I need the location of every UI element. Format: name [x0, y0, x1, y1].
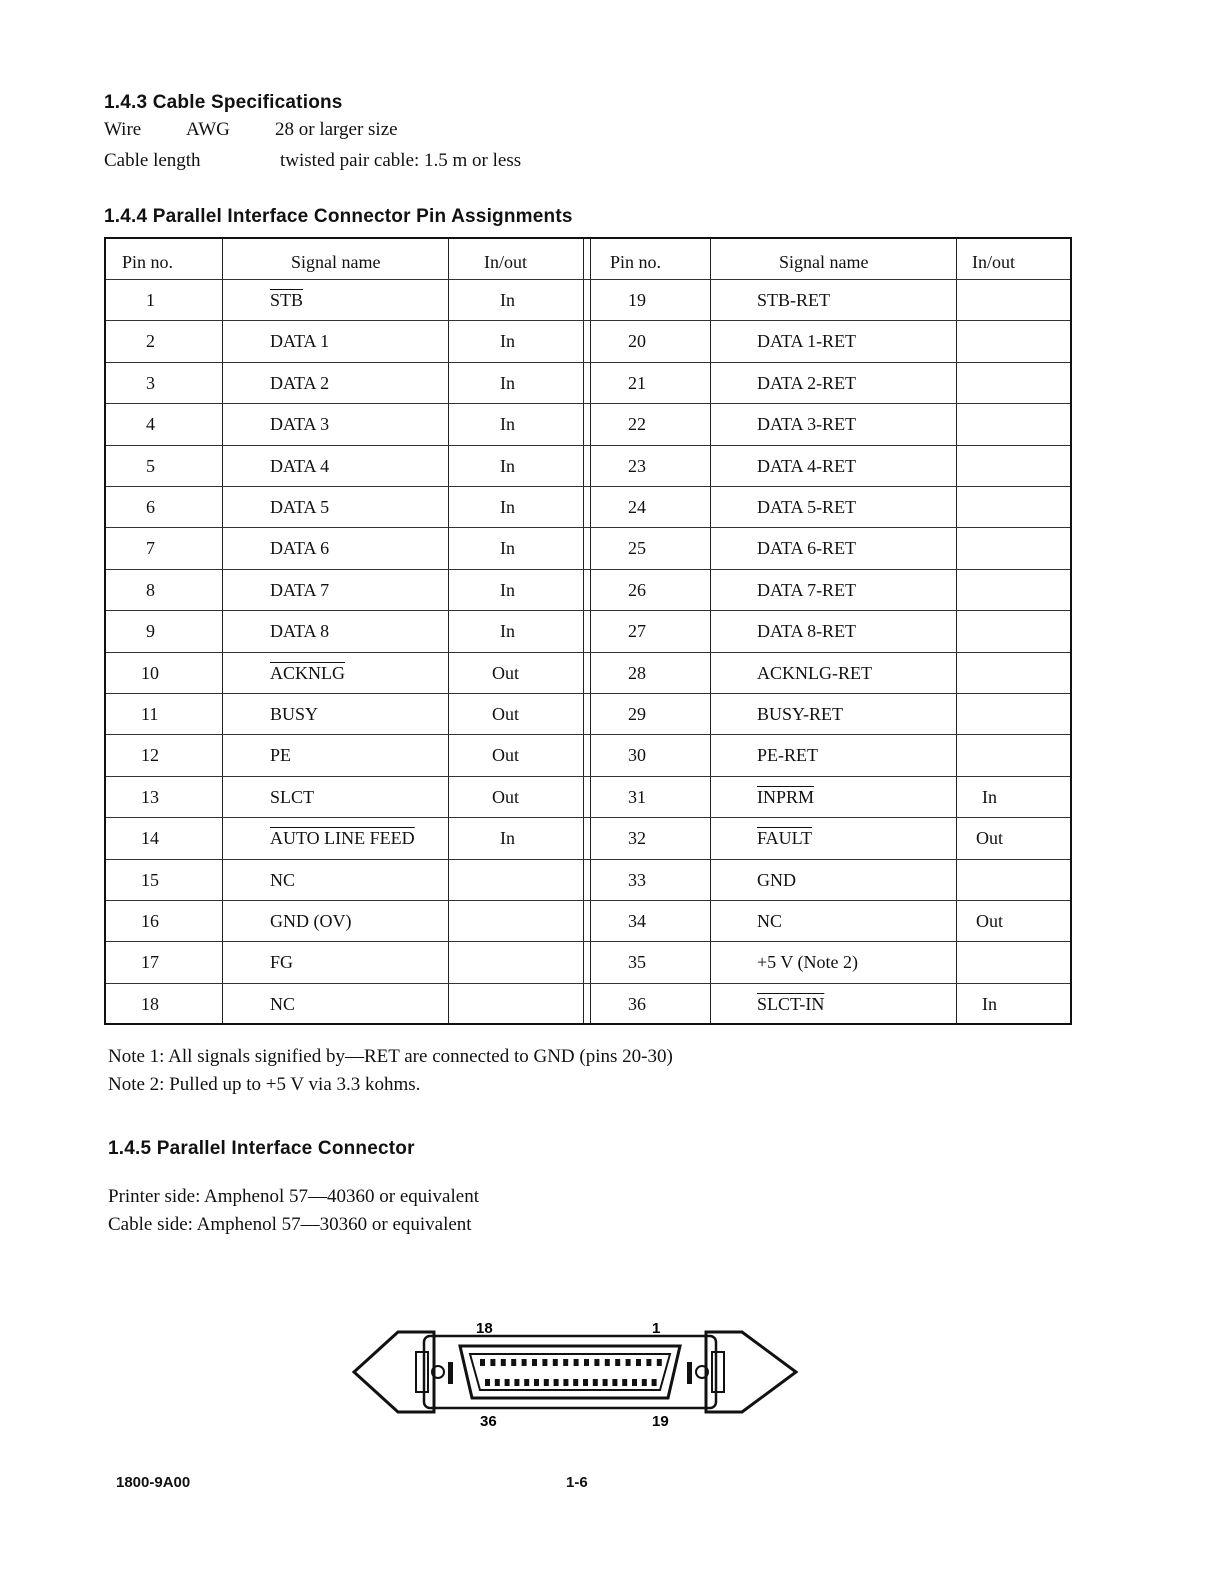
- contact-bottom: [554, 1379, 559, 1386]
- pin-number-right: 23: [628, 455, 646, 476]
- contact-top: [563, 1359, 568, 1366]
- signal-name-right: +5 V (Note 2): [757, 952, 858, 973]
- pin-number-left: 1: [146, 290, 155, 310]
- contact-bottom: [495, 1379, 500, 1386]
- pin-number-left: 8: [146, 579, 155, 600]
- contact-top: [594, 1359, 599, 1366]
- pin-number-right: 26: [628, 579, 646, 600]
- direction-left: In: [500, 372, 515, 393]
- contact-top: [490, 1359, 495, 1366]
- wire-value: 28 or larger size: [275, 119, 398, 140]
- pin-number-right: 19: [628, 290, 646, 310]
- contact-bottom: [485, 1379, 490, 1386]
- signal-name-right: NC: [757, 911, 783, 931]
- connector-diagram: [350, 1312, 810, 1432]
- pin-number-left: 18: [141, 993, 159, 1014]
- signal-name-left: BUSY: [270, 704, 319, 724]
- contact-bottom: [563, 1379, 568, 1386]
- cable-side-spec: Cable side: Amphenol 57—30360 or equivalent: [108, 1214, 472, 1235]
- signal-name-left: DATA 3: [270, 414, 330, 435]
- pin-number-right: 22: [628, 414, 646, 435]
- pin-number-left: 14: [141, 828, 159, 849]
- contact-top: [636, 1359, 641, 1366]
- connector-label-18: 18: [476, 1320, 493, 1337]
- contact-bottom: [593, 1379, 598, 1386]
- contact-bottom: [603, 1379, 608, 1386]
- contact-bottom: [583, 1379, 588, 1386]
- contact-top: [511, 1359, 516, 1366]
- contact-bottom: [524, 1379, 529, 1386]
- header-signal-right: Signal name: [779, 252, 869, 272]
- signal-name-left: DATA 1: [270, 331, 330, 352]
- contact-top: [542, 1359, 547, 1366]
- contact-top: [657, 1359, 662, 1366]
- header-inout-right: In/out: [972, 252, 1015, 272]
- direction-right: In: [982, 993, 997, 1014]
- pin-number-right: 30: [628, 745, 646, 766]
- pin-assignment-table: [104, 237, 1072, 1025]
- contact-top: [584, 1359, 589, 1366]
- direction-left: In: [500, 497, 515, 517]
- direction-left: Out: [492, 786, 519, 807]
- contact-bottom: [505, 1379, 510, 1386]
- signal-name-right: DATA 8-RET: [757, 621, 857, 642]
- direction-left: Out: [492, 704, 519, 724]
- direction-left: In: [500, 331, 515, 352]
- signal-name-right: BUSY-RET: [757, 704, 844, 724]
- header-signal-left: Signal name: [291, 252, 381, 272]
- direction-left: In: [500, 579, 515, 600]
- contact-top: [574, 1359, 579, 1366]
- header-pin-no-right: Pin no.: [610, 252, 662, 272]
- signal-name-left: AUTO LINE FEED: [270, 828, 415, 849]
- contact-top: [646, 1359, 651, 1366]
- direction-left: Out: [492, 745, 519, 766]
- pin-number-right: 35: [628, 952, 646, 973]
- signal-name-right: DATA 3-RET: [757, 414, 857, 435]
- header-inout-left: In/out: [484, 252, 527, 272]
- signal-name-right: DATA 6-RET: [757, 538, 857, 559]
- contact-bottom: [632, 1379, 637, 1386]
- direction-left: In: [500, 290, 515, 310]
- pin-number-right: 25: [628, 538, 646, 559]
- signal-name-left: GND (OV): [270, 911, 352, 931]
- pin-number-left: 4: [146, 414, 155, 435]
- pin-number-right: 28: [628, 662, 646, 683]
- connector-label-19: 19: [652, 1413, 669, 1430]
- direction-left: In: [500, 828, 515, 849]
- direction-right: Out: [976, 828, 1003, 849]
- pin-number-right: 34: [628, 911, 646, 931]
- contact-top: [615, 1359, 620, 1366]
- direction-left: In: [500, 538, 515, 559]
- pin-number-right: 29: [628, 704, 646, 724]
- signal-name-right: DATA 2-RET: [757, 372, 857, 393]
- direction-right: Out: [976, 911, 1003, 931]
- pin-number-right: 32: [628, 828, 646, 849]
- signal-name-right: FAULT: [757, 828, 813, 849]
- pin-assign-heading: 1.4.4 Parallel Interface Connector Pin Assignments: [104, 206, 573, 227]
- length-value: twisted pair cable: 1.5 m or less: [280, 150, 522, 171]
- signal-name-left: DATA 5: [270, 497, 330, 517]
- pin-number-left: 11: [141, 704, 159, 724]
- note-2: Note 2: Pulled up to +5 V via 3.3 kohms.: [108, 1074, 421, 1095]
- contact-top: [501, 1359, 506, 1366]
- pin-number-left: 7: [146, 538, 155, 559]
- signal-name-left: $\overline{STB}$: [270, 290, 304, 310]
- pin-number-right: 27: [628, 621, 646, 642]
- signal-name-right: DATA 5-RET: [757, 497, 857, 517]
- connector-contacts: [480, 1359, 662, 1386]
- wire-unit: AWG: [186, 119, 230, 140]
- signal-name-right: GND: [757, 869, 796, 890]
- doc-number: 1800-9A00: [116, 1474, 191, 1491]
- contact-bottom: [573, 1379, 578, 1386]
- signal-name-left: DATA 7: [270, 579, 330, 600]
- pin-number-left: 13: [141, 786, 159, 807]
- pin-number-left: 17: [141, 952, 159, 973]
- length-label: Cable length: [104, 150, 201, 171]
- signal-name-right: DATA 1-RET: [757, 331, 857, 352]
- signal-name-right: DATA 4-RET: [757, 455, 857, 476]
- contact-top: [605, 1359, 610, 1366]
- signal-name-right: DATA 7-RET: [757, 579, 857, 600]
- signal-name-left: DATA 2: [270, 372, 330, 393]
- pin-number-right: 20: [628, 331, 646, 352]
- pin-number-left: 2: [146, 331, 155, 352]
- signal-name-left: FG: [270, 952, 294, 973]
- signal-name-right: STB-RET: [757, 290, 831, 310]
- pin-number-right: 24: [628, 497, 646, 517]
- contact-bottom: [514, 1379, 519, 1386]
- contact-top: [480, 1359, 485, 1366]
- printer-side-spec: Printer side: Amphenol 57—40360 or equivalent: [108, 1186, 479, 1207]
- direction-left: In: [500, 455, 515, 476]
- signal-name-left: DATA 4: [270, 455, 330, 476]
- pin-number-left: 10: [141, 662, 159, 683]
- pin-number-right: 21: [628, 372, 646, 393]
- signal-name-right: PE-RET: [757, 745, 818, 766]
- signal-name-left: DATA 6: [270, 538, 330, 559]
- pin-number-right: 31: [628, 786, 646, 807]
- contact-top: [626, 1359, 631, 1366]
- signal-name-left: NC: [270, 993, 296, 1014]
- pin-number-left: 15: [141, 869, 159, 890]
- note-1: Note 1: All signals signified by—RET are connected to GND (pins 20-30): [108, 1046, 673, 1067]
- direction-left: In: [500, 414, 515, 435]
- direction-left: Out: [492, 662, 519, 683]
- pin-number-left: 3: [146, 372, 155, 393]
- contact-bottom: [544, 1379, 549, 1386]
- pin-number-left: 12: [141, 745, 159, 766]
- page-number: 1-6: [566, 1474, 588, 1491]
- connector-heading: 1.4.5 Parallel Interface Connector: [108, 1138, 415, 1159]
- pin-number-left: 5: [146, 455, 155, 476]
- pin-number-right: 33: [628, 869, 646, 890]
- header-pin-no-left: Pin no.: [122, 252, 174, 272]
- pin-number-left: 16: [141, 911, 159, 931]
- contact-bottom: [612, 1379, 617, 1386]
- contact-bottom: [534, 1379, 539, 1386]
- contact-bottom: [642, 1379, 647, 1386]
- direction-left: In: [500, 621, 515, 642]
- signal-name-left: NC: [270, 869, 296, 890]
- signal-name-right: ACKNLG-RET: [757, 662, 872, 683]
- signal-name-left: PE: [270, 745, 292, 766]
- direction-right: In: [982, 786, 997, 807]
- signal-name-left: DATA 8: [270, 621, 330, 642]
- connector-label-36: 36: [480, 1413, 497, 1430]
- pin-number-left: 9: [146, 621, 155, 642]
- signal-name-left: ACKNLG: [270, 662, 345, 683]
- contact-bottom: [652, 1379, 657, 1386]
- contact-top: [522, 1359, 527, 1366]
- contact-top: [532, 1359, 537, 1366]
- wire-label: Wire: [104, 119, 142, 140]
- signal-name-right: SLCT-IN: [757, 993, 825, 1014]
- pin-number-right: 36: [628, 993, 646, 1014]
- signal-name-right: INPRM: [757, 786, 815, 807]
- connector-label-1: 1: [652, 1320, 661, 1337]
- signal-name-left: SLCT: [270, 786, 315, 807]
- contact-top: [553, 1359, 558, 1366]
- contact-bottom: [622, 1379, 627, 1386]
- cable-spec-heading: 1.4.3 Cable Specifications: [104, 92, 343, 113]
- pin-number-left: 6: [146, 497, 155, 517]
